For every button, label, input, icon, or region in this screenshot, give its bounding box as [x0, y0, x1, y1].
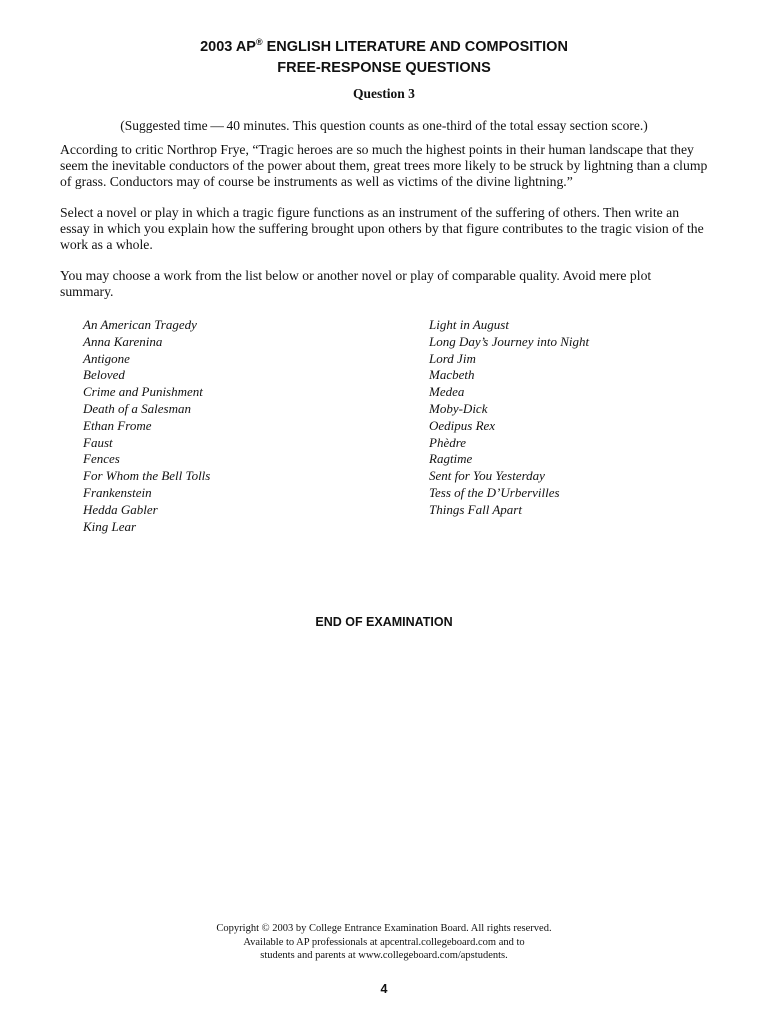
work-title: Faust — [83, 434, 113, 450]
work-title: An American Tragedy — [83, 317, 197, 332]
title-suffix: ENGLISH LITERATURE AND COMPOSITION — [262, 39, 568, 55]
work-title: Hedda Gabler — [83, 501, 158, 517]
work-title: Ethan Frome — [83, 417, 152, 433]
work-title: Phèdre — [429, 434, 467, 450]
work-title: King Lear — [83, 518, 137, 534]
work-title: Beloved — [83, 367, 125, 383]
suggested-time-note: (Suggested time — 40 minutes. This question counts as one-third of the total essay section score.) — [120, 118, 648, 133]
work-title: Crime and Punishment — [83, 384, 203, 400]
work-title: Death of a Salesman — [83, 400, 191, 416]
end-of-examination-label: END OF EXAMINATION — [315, 615, 453, 629]
work-title: Things Fall Apart — [429, 501, 522, 517]
work-title: Long Day’s Journey into Night — [429, 333, 590, 349]
work-title: Frankenstein — [83, 484, 152, 500]
work-title: Lord Jim — [429, 350, 476, 366]
prompt-paragraph: Select a novel or play in which a tragic figure functions as an instrument of the suffering of others. Then write an essay in which you explain how the suffering brought upon others by that figure contributes to the tragic vision of the work as a whole. — [60, 205, 704, 252]
availability-line: Available to AP professionals at apcentral.collegeboard.com and to — [243, 936, 525, 948]
question-label: Question 3 — [353, 86, 415, 101]
work-title: For Whom the Bell Tolls — [83, 468, 211, 484]
work-title: Ragtime — [429, 451, 473, 467]
works-list-left — [83, 317, 210, 535]
work-title: Oedipus Rex — [429, 417, 496, 433]
works-list-right — [429, 317, 589, 519]
work-title: Medea — [429, 384, 465, 400]
work-title: Light in August — [429, 317, 509, 332]
work-title: Tess of the D’Urbervilles — [429, 484, 560, 500]
title-prefix: 2003 AP — [200, 39, 256, 55]
page-number: 4 — [380, 982, 388, 996]
work-title: Fences — [83, 451, 120, 467]
frye-quote-paragraph: According to critic Northrop Frye, “Tragic heroes are so much the highest points in their human landscape that they seem the inevitable conductors of the power about them, great trees more likely to be struck by lightning than a clump of grass. Conductors may of course be instruments as well as victims of the divine lightning.” — [60, 142, 708, 189]
website-line: students and parents at www.collegeboard.com/apstudents. — [260, 950, 508, 961]
page-subtitle: FREE-RESPONSE QUESTIONS — [277, 60, 491, 76]
page-title — [0, 38, 768, 57]
work-title: Antigone — [83, 350, 130, 366]
work-title: Macbeth — [429, 367, 475, 383]
choice-instruction-paragraph: You may choose a work from the list below or another novel or play of comparable quality. Avoid mere plot summary. — [60, 268, 652, 299]
work-title: Sent for You Yesterday — [429, 468, 545, 484]
copyright-line: Copyright © 2003 by College Entrance Examination Board. All rights reserved. — [216, 923, 552, 934]
work-title: Anna Karenina — [83, 333, 163, 349]
copyright-notice — [0, 922, 768, 963]
work-title: Moby-Dick — [429, 400, 488, 416]
registered-mark: ® — [255, 37, 263, 47]
